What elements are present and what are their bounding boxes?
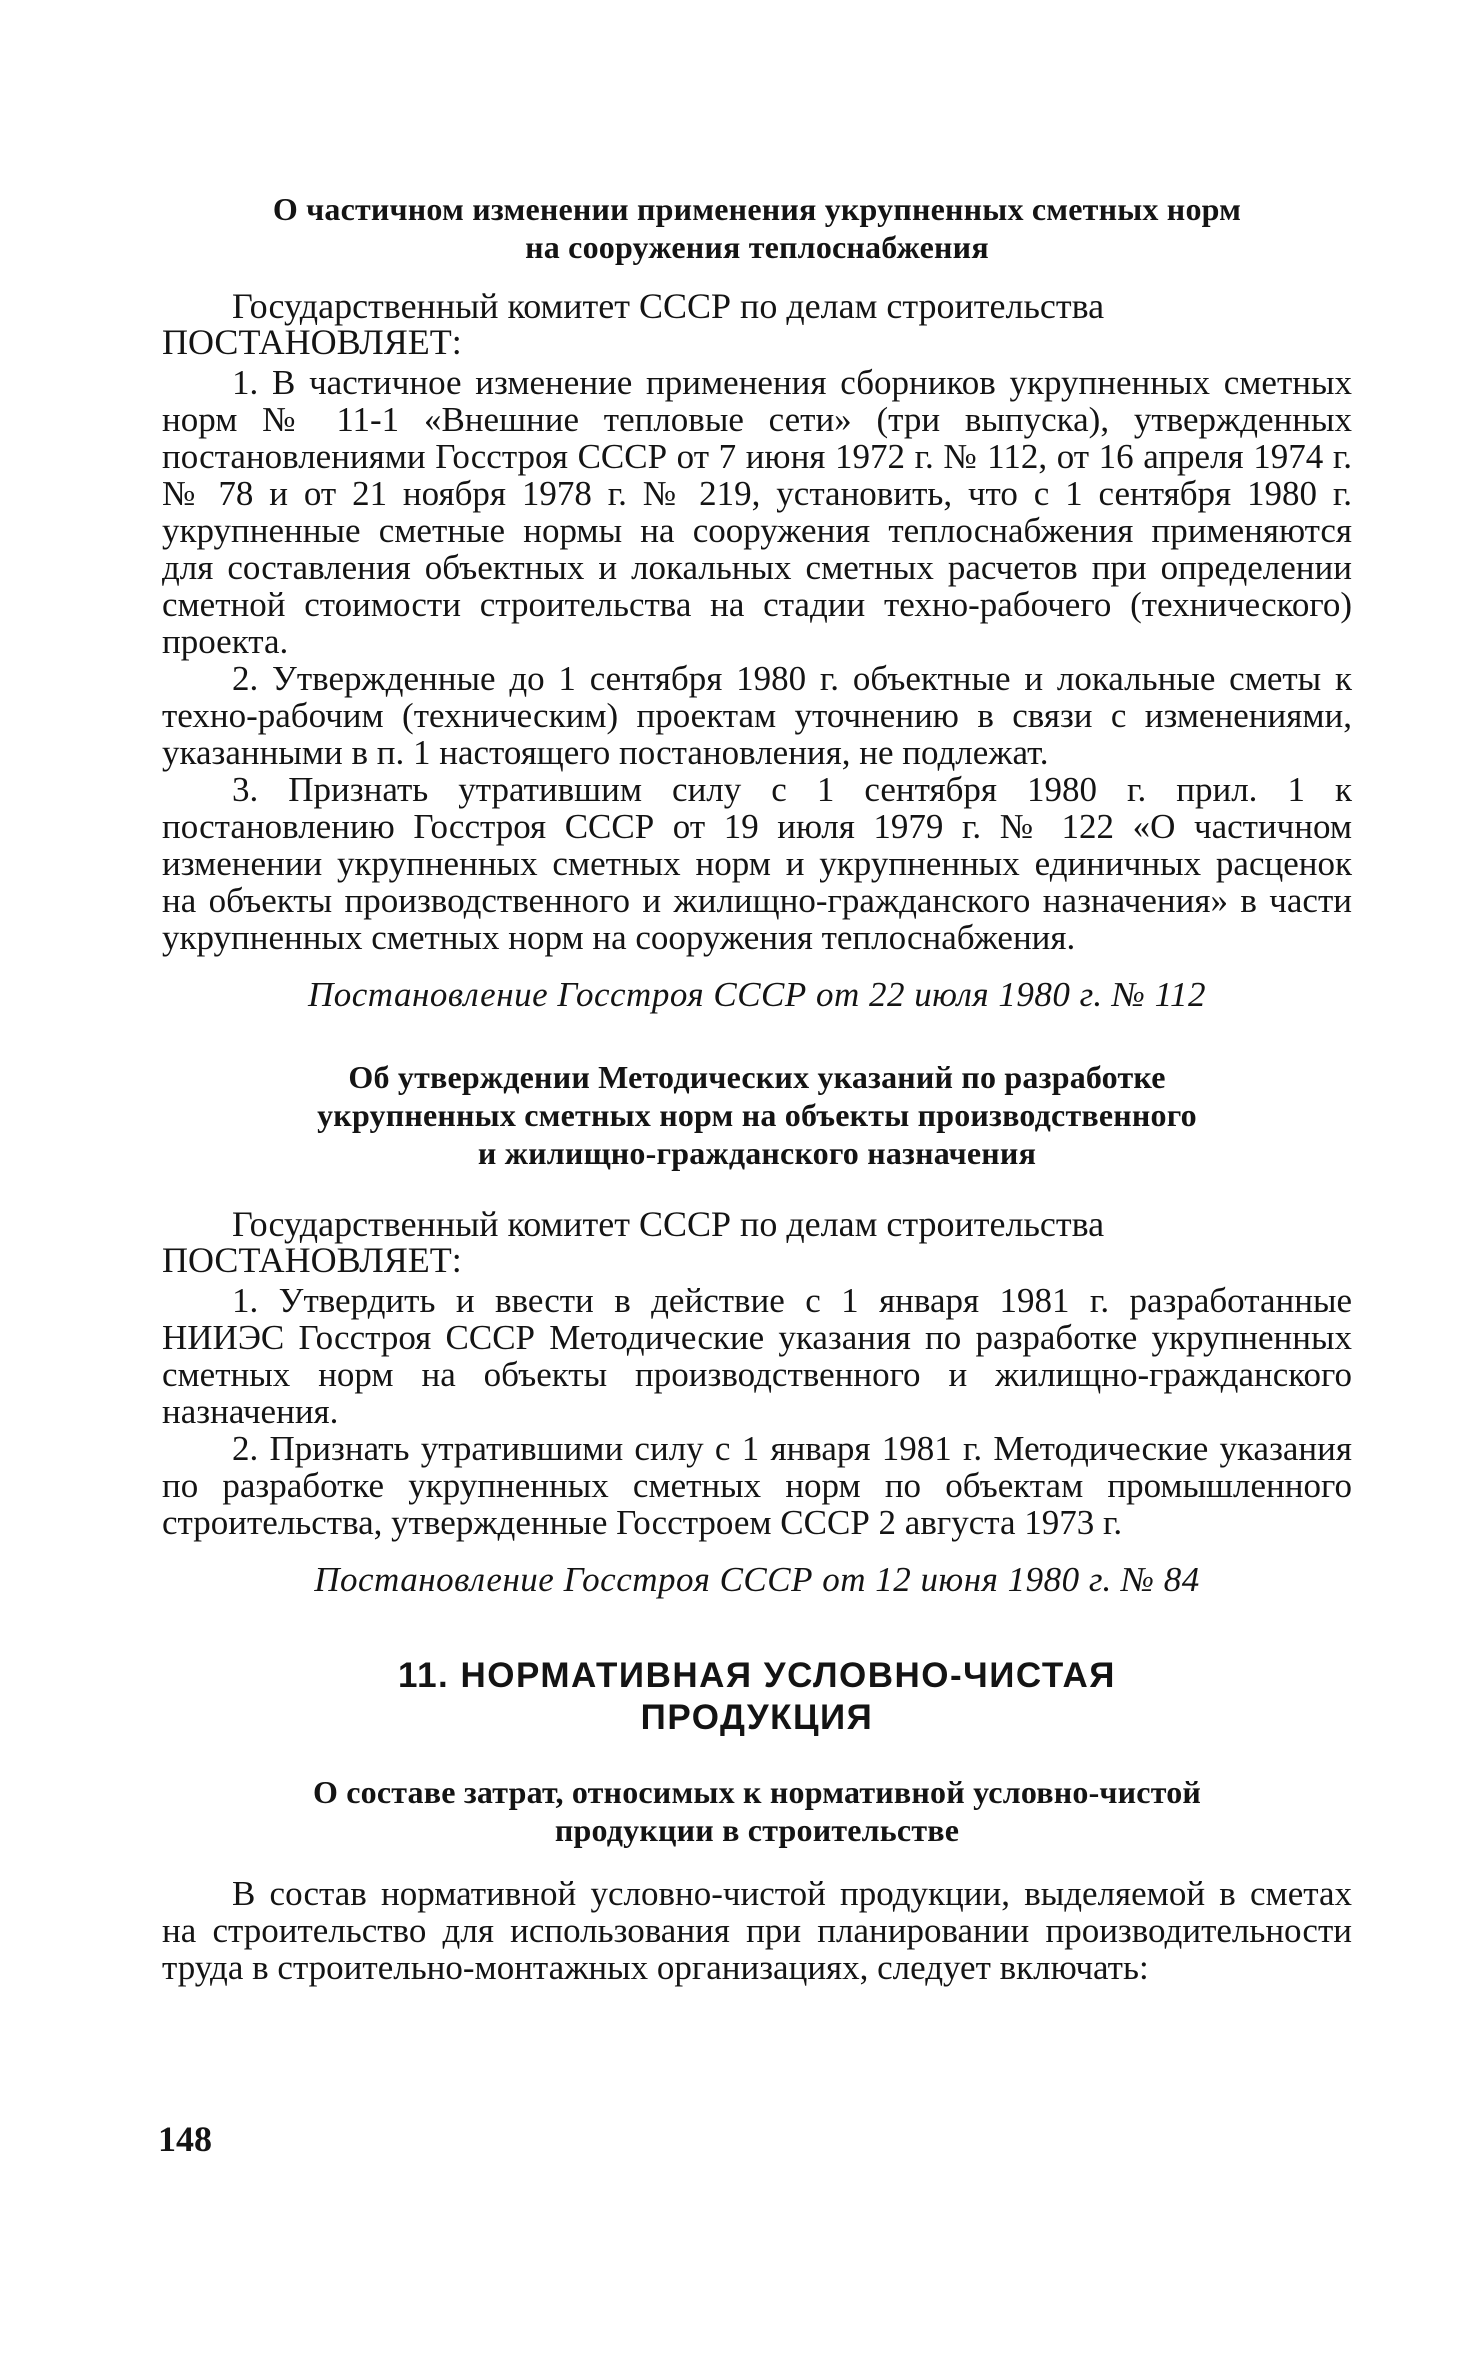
decree3-title [162, 1773, 1352, 1849]
section-title [162, 1655, 1352, 1739]
decree2-paragraph-2: 2. Признать утратившими силу с 1 января 1981 г. Методические указания по разработке укрупненных сметных норм по объектам промышленного строительства, утвержденные Госстроем СССР 2 августа 1973 г. [162, 1429, 1352, 1542]
decree1-title-line: О частичном изменении применения укрупненных сметных норм [272, 191, 1242, 227]
decree1-intro [162, 288, 1352, 360]
document-page [162, 190, 1352, 1986]
decree2-paragraph-1: 1. Утвердить и ввести в действие с 1 января 1981 г. разработанные НИИЭС Госстроя СССР Методические указания по разработке укрупненных сметных норм на объекты производственного и жилищно-гражданского назначения. [162, 1281, 1352, 1431]
decree2-title-line: укрупненных сметных норм на объекты производственного [317, 1097, 1197, 1133]
decree1-intro-committee: Государственный комитет СССР по делам строительства [232, 286, 1105, 326]
decree1-title-line: на сооружения теплоснабжения [525, 229, 989, 265]
decree2-intro [162, 1206, 1352, 1278]
decree1-intro-resolves: ПОСТАНОВЛЯЕТ: [162, 322, 462, 362]
decree2-intro-resolves: ПОСТАНОВЛЯЕТ: [162, 1240, 462, 1280]
decree1-paragraph-1: 1. В частичное изменение применения сборников укрупненных сметных норм № 11-1 «Внешние тепловые сети» (три выпуска), утвержденных постановлениями Госстроя СССР от 7 июня 1972 г. № 112, от 16 апреля 1974 г. № 78 и от 21 ноября 1978 г. № 219, установить, что с 1 сентября 1980 г. укрупненные сметные нормы на сооружения теплоснабжения применяются для составления объектных и локальных сметных расчетов при определении сметной стоимости строительства на стадии техно-рабочего (технического) проекта. [162, 363, 1352, 661]
section-title-line: 11. НОРМАТИВНАЯ УСЛОВНО-ЧИСТАЯ [398, 1656, 1116, 1695]
decree2-signature: Постановление Госстроя СССР от 12 июня 1980 г. № 84 [314, 1560, 1200, 1599]
decree1-paragraph-3: 3. Признать утратившим силу с 1 сентября 1980 г. прил. 1 к постановлению Госстроя СССР от 19 июля 1979 г. № 122 «О частичном изменении укрупненных сметных норм и укрупненных единичных расценок на объекты производственного и жилищно-гражданского назначения» в части укрупненных сметных норм на сооружения теплоснабжения. [162, 770, 1352, 957]
decree2-title [162, 1058, 1352, 1172]
section-title-line: ПРОДУКЦИЯ [640, 1698, 874, 1737]
decree3-title-line: О составе затрат, относимых к нормативной условно-чистой [312, 1774, 1202, 1810]
decree1-title [162, 190, 1352, 266]
decree2-title-line: Об утверждении Методических указаний по разработке [348, 1059, 1166, 1095]
decree2-intro-committee: Государственный комитет СССР по делам строительства [232, 1204, 1105, 1244]
decree3-title-line: продукции в строительстве [554, 1812, 960, 1848]
decree1-paragraph-2: 2. Утвержденные до 1 сентября 1980 г. объектные и локальные сметы к техно-рабочим (техническим) проектам уточнению в связи с изменениями, указанными в п. 1 настоящего постановления, не подлежат. [162, 659, 1352, 772]
decree2-title-line: и жилищно-гражданского назначения [477, 1135, 1037, 1171]
decree1-signature: Постановление Госстроя СССР от 22 июля 1980 г. № 112 [307, 975, 1206, 1014]
page-number: 148 [158, 2119, 212, 2159]
decree3-paragraph-1: В состав нормативной условно-чистой продукции, выделяемой в сметах на строительство для использования при планировании производительности труда в строительно-монтажных организациях, следует включать: [162, 1874, 1352, 1987]
